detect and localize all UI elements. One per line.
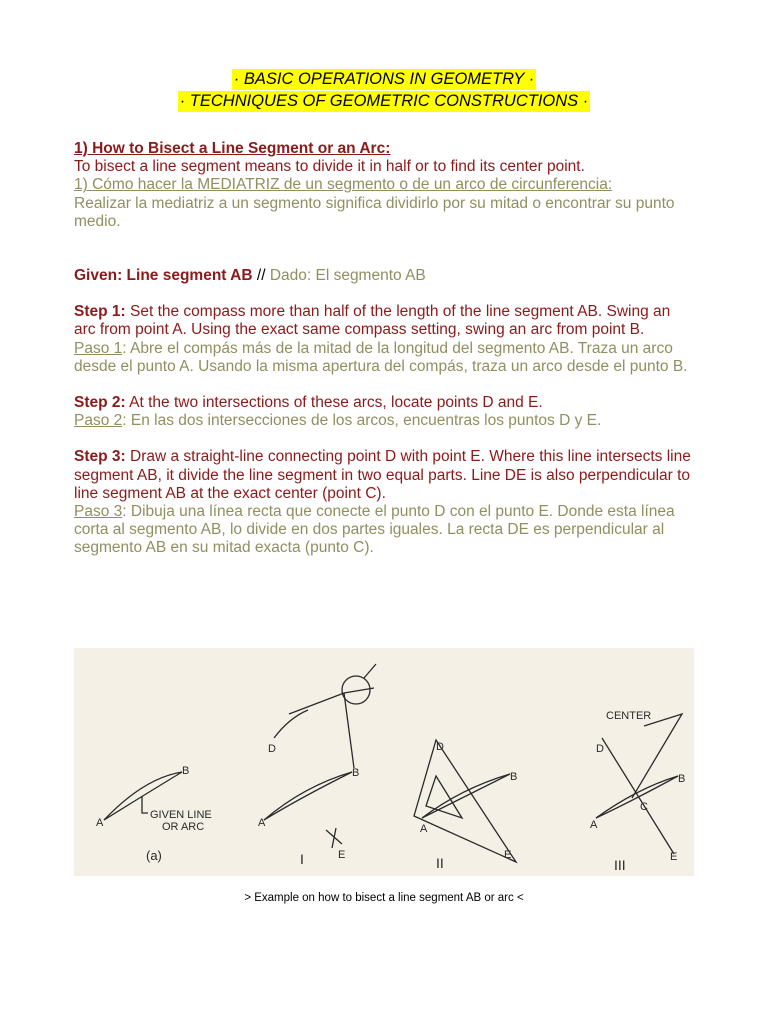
section-intro-es: Realizar la mediatriz a un segmento significa dividirlo por su mitad o encontrar su punto medio. [74,194,675,230]
given-label-es: Dado: El segmento AB [269,267,426,285]
step2-text-en: At the two intersections of these arcs, locate points D and E. [125,394,543,412]
point-a-label-2: A [420,823,428,835]
point-d-label-3: D [596,743,604,755]
point-a-label-3: A [590,819,598,831]
figure-caption: > Example on how to bisect a line segment AB or arc < [244,892,524,904]
step3-en [74,448,694,503]
step2-text-es: : En las dos intersecciones de los arcos, encuentras los puntos D y E. [122,412,602,430]
section-intro-en: To bisect a line segment means to divide it in half or to find its center point. [74,158,585,176]
step3-text-en: Draw a straight-line connecting point D with point E. Where this line intersects line segment AB, it divide the line segment in two equal parts. Line DE is also perpendicular to line segment AB at the exact center (point C). [74,448,691,502]
compass-leg-1 [289,688,374,714]
given-separator: // [252,267,270,285]
step1-text-es: : Abre el compás más de la mitad de la longitud del segmento AB. Traza un arco desde el punto A. Usando la misma apertura del compás, traza un arco desde el punto B. [74,339,688,375]
point-e-label-3: E [670,851,678,863]
center-pointer [632,714,682,798]
compass-handle [364,664,376,678]
triangle-square [414,740,516,862]
chord-ab-panel-1 [264,772,352,820]
step1-es [74,340,694,376]
point-c-label-3: C [640,801,648,813]
step2-es [74,412,694,430]
panel-2 [414,740,517,871]
point-a-label-1: A [258,817,266,829]
point-b-label-2: B [510,771,518,783]
panel-3-caption: III [614,857,626,873]
step3-es [74,503,694,558]
step3-paso: Paso 3 [74,503,123,521]
point-b-label-3: B [678,773,686,785]
document-body [74,140,694,558]
panel-1-caption: I [300,851,304,867]
title-line-2: · TECHNIQUES OF GEOMETRIC CONSTRUCTIONS · [179,92,589,110]
panel-2-caption: II [436,855,444,871]
panel-1 [258,664,376,867]
or-arc-label: OR ARC [162,821,205,833]
point-b-label-a: B [182,765,190,777]
bisector-de [602,738,674,854]
panel-a-caption: (a) [146,848,162,863]
step2-en [74,394,694,412]
given-line [74,267,694,285]
point-e-label-2: E [504,849,512,861]
section-heading-en [74,140,694,158]
center-label: CENTER [606,710,652,722]
chord-ab-panel-3 [596,776,678,818]
given-line-label: GIVEN LINE [150,809,212,821]
heading-en-text: 1) How to Bisect a Line Segment or an Arc: [74,140,391,157]
step2-paso: Paso 2 [74,412,123,430]
point-a-label-a: A [96,817,104,829]
step3-label: Step 3: [74,448,126,466]
step1-paso: Paso 1 [74,339,123,357]
title-line-1: · BASIC OPERATIONS IN GEOMETRY · [233,70,535,88]
compass-arc-d [274,710,308,738]
bisect-construction-drawing [74,648,694,876]
step1-en [74,303,694,339]
panel-3 [590,710,685,873]
chord-ab-panel-2 [422,774,510,818]
given-label-en: Given: Line segment AB [74,267,253,285]
section-heading-es: 1) Cómo hacer la MEDIATRIZ de un segmento o de un arco de circunferencia: [74,176,613,194]
point-b-label-1: B [352,767,360,779]
document-title [0,69,768,113]
step2-label: Step 2: [74,394,126,412]
step1-label: Step 1: [74,303,126,321]
compass-leg-2 [344,693,354,768]
given-pointer [142,796,148,813]
arc-e-panel-1 [326,828,342,848]
panel-a [96,765,212,863]
point-d-label-1: D [268,743,276,755]
step3-text-es: : Dibuja una línea recta que conecte el punto D con el punto E. Donde esta línea corta al segmento AB, lo divide en dos partes iguales. La recta DE es perpendicular al segmento AB en su mitad exacta (punto C). [74,503,675,557]
point-d-label-2: D [436,741,444,753]
bisect-construction-figure [74,648,694,876]
step1-text-en: Set the compass more than half of the length of the line segment AB. Swing an arc from point A. Using the exact same compass setting, swing an arc from point B. [74,303,671,339]
point-e-label-1: E [338,849,346,861]
